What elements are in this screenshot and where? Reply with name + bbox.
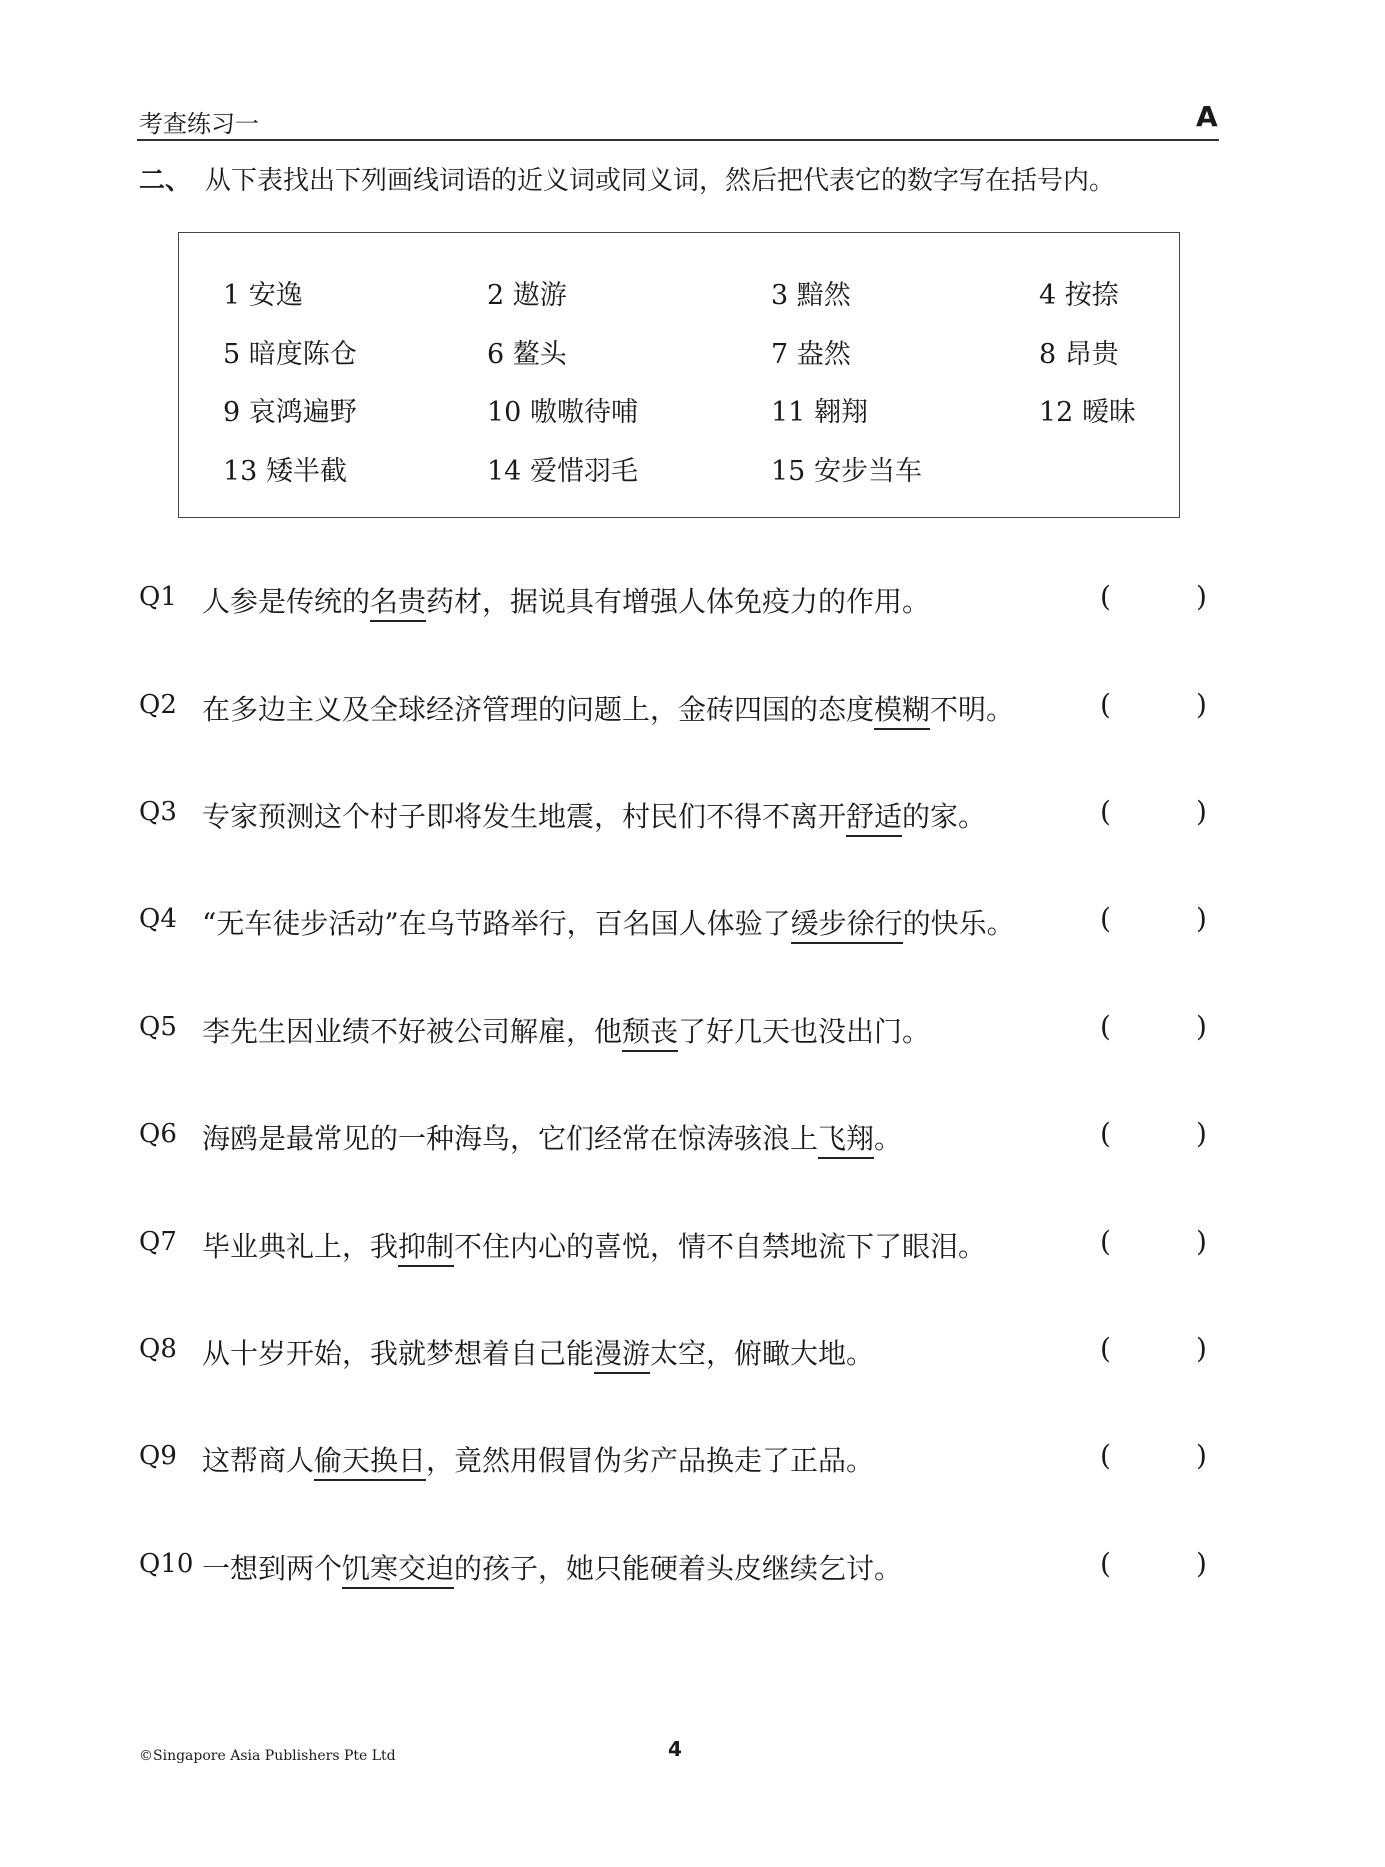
question-text	[202, 688, 1014, 728]
underlined-word: 饥寒交迫	[342, 1552, 454, 1589]
worksheet-title: 考查练习一	[139, 110, 259, 138]
underlined-word: 飞翔	[818, 1122, 874, 1159]
option-item: 8 昂贵	[1039, 339, 1119, 370]
question-label: Q2	[139, 690, 177, 720]
question-label: Q8	[139, 1334, 177, 1364]
options-box	[178, 232, 1180, 518]
question-text-before: 从十岁开始，我就梦想着自己能	[202, 1337, 595, 1370]
answer-paren-open: (	[1100, 1225, 1111, 1258]
question-text	[202, 1117, 902, 1157]
question-text	[202, 1332, 874, 1372]
underlined-word: 名贵	[370, 585, 426, 622]
question-label: Q7	[139, 1227, 177, 1257]
answer-paren-close: )	[1196, 795, 1207, 828]
underlined-word: 模糊	[874, 693, 930, 730]
underlined-word: 舒适	[846, 800, 902, 837]
question-text-before: 专家预测这个村子即将发生地震，村民们不得不离开	[202, 800, 847, 833]
question-label: Q3	[139, 797, 177, 827]
option-item: 1 安逸	[223, 280, 303, 311]
answer-paren-close: )	[1196, 1225, 1207, 1258]
answer-paren-open: (	[1100, 1117, 1111, 1150]
answer-paren-open: (	[1100, 1547, 1111, 1580]
question-text	[202, 1225, 986, 1265]
option-item: 12 暧昧	[1039, 397, 1136, 428]
question-text	[202, 1547, 902, 1587]
question-text	[202, 902, 1015, 942]
option-item: 11 翱翔	[771, 397, 868, 428]
question-text-before: 在多边主义及全球经济管理的问题上，金砖四国的态度	[202, 693, 875, 726]
question-text-before: 这帮商人	[202, 1444, 315, 1477]
answer-paren-close: )	[1196, 902, 1207, 935]
question-text	[202, 1010, 930, 1050]
answer-paren-open: (	[1100, 1439, 1111, 1472]
instruction-text: 从下表找出下列画线词语的近义词或同义词，然后把代表它的数字写在括号内。	[205, 166, 1116, 196]
option-item: 15 安步当车	[771, 456, 922, 487]
answer-paren-close: )	[1196, 688, 1207, 721]
answer-paren-close: )	[1196, 580, 1207, 613]
question-text-after: 的孩子，她只能硬着头皮继续乞讨。	[454, 1552, 903, 1585]
question-text-before: “无车徒步活动”在乌节路举行，百名国人体验了	[202, 907, 791, 940]
question-text-before: 人参是传统的	[202, 585, 371, 618]
instruction-number: 二、	[139, 166, 192, 196]
copyright: ©Singapore Asia Publishers Pte Ltd	[139, 1748, 396, 1764]
question-text-after: 不明。	[930, 693, 1015, 726]
answer-paren-open: (	[1100, 688, 1111, 721]
option-item: 13 矮半截	[223, 456, 347, 487]
option-item: 2 遨游	[487, 280, 567, 311]
question-label: Q9	[139, 1441, 177, 1471]
question-text-after: 了好几天也没出门。	[678, 1015, 931, 1048]
answer-paren-close: )	[1196, 1439, 1207, 1472]
option-item: 3 黯然	[771, 280, 851, 311]
option-item: 5 暗度陈仓	[223, 339, 357, 370]
underlined-word: 缓步徐行	[791, 907, 903, 944]
answer-paren-open: (	[1100, 902, 1111, 935]
question-text-before: 毕业典礼上，我	[202, 1230, 399, 1263]
question-label: Q4	[139, 904, 177, 934]
underlined-word: 抑制	[398, 1230, 454, 1267]
underlined-word: 漫游	[594, 1337, 650, 1374]
question-label: Q1	[139, 582, 177, 612]
question-label: Q6	[139, 1119, 177, 1149]
question-text	[202, 795, 986, 835]
question-text-after: 的快乐。	[902, 907, 1015, 940]
page-number: 4	[668, 1737, 682, 1761]
answer-paren-close: )	[1196, 1010, 1207, 1043]
question-text-after: ，竟然用假冒伪劣产品换走了正品。	[426, 1444, 875, 1477]
answer-paren-open: (	[1100, 580, 1111, 613]
question-text-after: 的家。	[902, 800, 987, 833]
question-label: Q5	[139, 1012, 177, 1042]
question-text-after: 不住内心的喜悦，情不自禁地流下了眼泪。	[454, 1230, 987, 1263]
question-text	[202, 580, 930, 620]
answer-paren-open: (	[1100, 1010, 1111, 1043]
option-item: 14 爱惜羽毛	[487, 456, 638, 487]
instruction	[139, 160, 1115, 197]
option-item: 4 按捺	[1039, 280, 1119, 311]
question-text-before: 海鸥是最常见的一种海鸟，它们经常在惊涛骇浪上	[202, 1122, 819, 1155]
question-text-after: 药材，据说具有增强人体免疫力的作用。	[426, 585, 931, 618]
question-text-after: 。	[874, 1122, 903, 1155]
option-item: 7 盎然	[771, 339, 851, 370]
answer-paren-open: (	[1100, 1332, 1111, 1365]
answer-paren-close: )	[1196, 1547, 1207, 1580]
answer-paren-close: )	[1196, 1332, 1207, 1365]
question-text-after: 太空，俯瞰大地。	[650, 1337, 875, 1370]
underlined-word: 偷天换日	[314, 1444, 426, 1481]
question-label: Q10	[139, 1549, 194, 1579]
option-item: 9 哀鸿遍野	[223, 397, 357, 428]
answer-paren-close: )	[1196, 1117, 1207, 1150]
question-text-before: 一想到两个	[202, 1552, 343, 1585]
question-text	[202, 1439, 874, 1479]
answer-paren-open: (	[1100, 795, 1111, 828]
option-item: 6 鳌头	[487, 339, 567, 370]
underlined-word: 颓丧	[622, 1015, 678, 1052]
header-divider	[137, 139, 1219, 141]
option-item: 10 嗷嗷待哺	[487, 397, 638, 428]
question-text-before: 李先生因业绩不好被公司解雇，他	[202, 1015, 623, 1048]
section-letter: A	[1196, 100, 1218, 133]
